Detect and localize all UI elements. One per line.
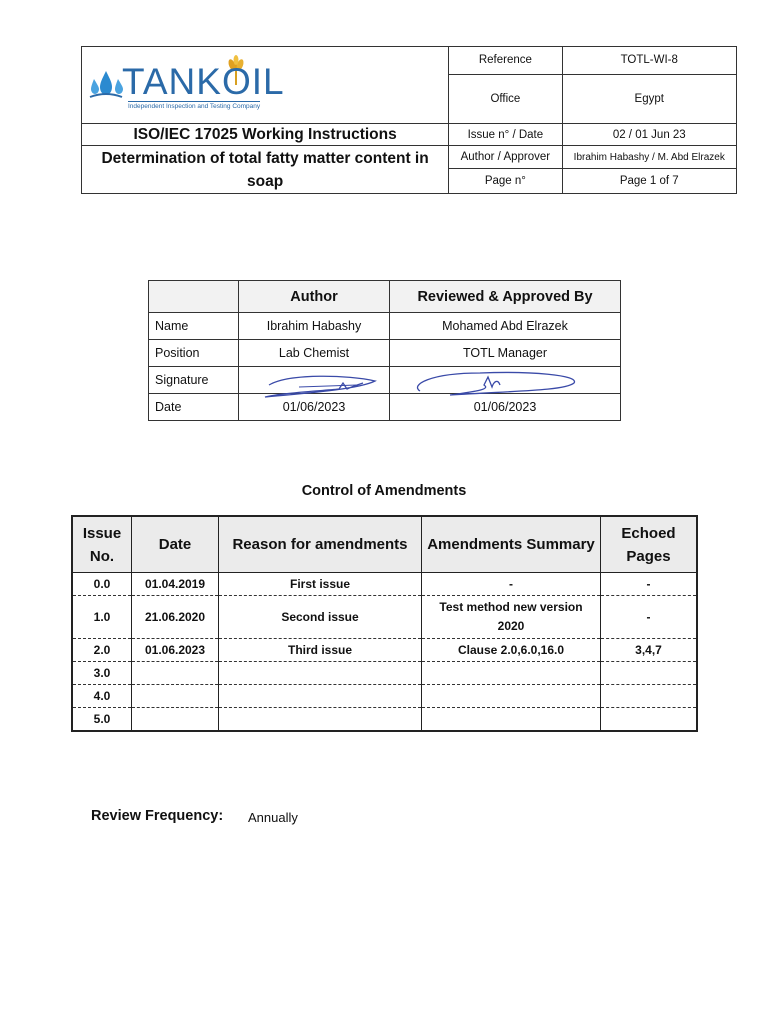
office-value: Egypt [562, 74, 736, 123]
reason-cell [219, 685, 422, 708]
pages-cell: - [601, 573, 698, 596]
sig-row-label: Name [149, 313, 239, 340]
col-pages-header: Echoed Pages [601, 516, 698, 573]
sig-row-label: Signature [149, 367, 239, 394]
summary-cell: - [422, 573, 601, 596]
reference-label: Reference [449, 47, 562, 75]
sig-header-author: Author [239, 281, 390, 313]
issue-cell: 1.0 [72, 596, 132, 639]
table-row [72, 573, 697, 596]
approver-signature [390, 367, 621, 394]
author-approver-label: Author / Approver [449, 146, 562, 169]
document-title: Determination of total fatty matter content in soap [82, 146, 449, 194]
table-row [72, 662, 697, 685]
table-row [72, 685, 697, 708]
iso-title: ISO/IEC 17025 Working Instructions [82, 124, 449, 146]
approver-position: TOTL Manager [390, 340, 621, 367]
sig-header-blank [149, 281, 239, 313]
date-cell [132, 662, 219, 685]
date-cell [132, 685, 219, 708]
date-cell: 21.06.2020 [132, 596, 219, 639]
page-label: Page n° [449, 169, 562, 194]
logo-wordmark: TANKOIL [122, 61, 285, 102]
summary-cell [422, 662, 601, 685]
review-frequency-value: Annually [248, 810, 298, 825]
col-reason-header: Reason for amendments [219, 516, 422, 573]
summary-cell [422, 685, 601, 708]
approver-signature-scribble [390, 363, 602, 403]
reason-cell [219, 662, 422, 685]
approver-name: Mohamed Abd Elrazek [390, 313, 621, 340]
approver-date: 01/06/2023 [390, 394, 621, 421]
date-cell: 01.04.2019 [132, 573, 219, 596]
author-signature-scribble [239, 363, 387, 403]
author-position: Lab Chemist [239, 340, 390, 367]
water-drops-icon [88, 67, 124, 101]
reference-value: TOTL-WI-8 [562, 47, 736, 75]
issue-cell: 4.0 [72, 685, 132, 708]
reason-cell: First issue [219, 573, 422, 596]
author-approver-value: Ibrahim Habashy / M. Abd Elrazek [562, 146, 736, 169]
office-label: Office [449, 74, 562, 123]
reason-cell: Second issue [219, 596, 422, 639]
col-summary-header: Amendments Summary [422, 516, 601, 573]
summary-cell: Clause 2.0,6.0,16.0 [422, 639, 601, 662]
logo-tagline: Independent Inspection and Testing Company [128, 103, 261, 110]
amendments-table [71, 515, 698, 732]
reason-cell [219, 708, 422, 732]
reason-cell: Third issue [219, 639, 422, 662]
page-value: Page 1 of 7 [562, 169, 736, 194]
sig-header-approver: Reviewed & Approved By [390, 281, 621, 313]
pages-cell: - [601, 596, 698, 639]
table-row [72, 708, 697, 732]
summary-cell: Test method new version 2020 [422, 596, 601, 639]
pages-cell [601, 685, 698, 708]
pages-cell [601, 708, 698, 732]
review-frequency-label: Review Frequency: [91, 808, 224, 824]
tankoil-logo [88, 55, 388, 115]
sig-row-label: Date [149, 394, 239, 421]
document-header-table [81, 46, 737, 194]
table-row [72, 596, 697, 639]
issue-value: 02 / 01 Jun 23 [562, 124, 736, 146]
col-date-header: Date [132, 516, 219, 573]
sig-row-label: Position [149, 340, 239, 367]
issue-label: Issue n° / Date [449, 124, 562, 146]
table-row [72, 639, 697, 662]
author-name: Ibrahim Habashy [239, 313, 390, 340]
col-issue-header: Issue No. [72, 516, 132, 573]
issue-cell: 3.0 [72, 662, 132, 685]
issue-cell: 5.0 [72, 708, 132, 732]
amendments-title: Control of Amendments [301, 483, 467, 499]
review-frequency [91, 808, 298, 825]
pages-cell [601, 662, 698, 685]
signature-table [148, 280, 621, 421]
issue-cell: 2.0 [72, 639, 132, 662]
date-cell [132, 708, 219, 732]
date-cell: 01.06.2023 [132, 639, 219, 662]
author-date: 01/06/2023 [239, 394, 390, 421]
pages-cell: 3,4,7 [601, 639, 698, 662]
logo-cell [82, 47, 449, 124]
issue-cell: 0.0 [72, 573, 132, 596]
summary-cell [422, 708, 601, 732]
author-signature [239, 367, 390, 394]
